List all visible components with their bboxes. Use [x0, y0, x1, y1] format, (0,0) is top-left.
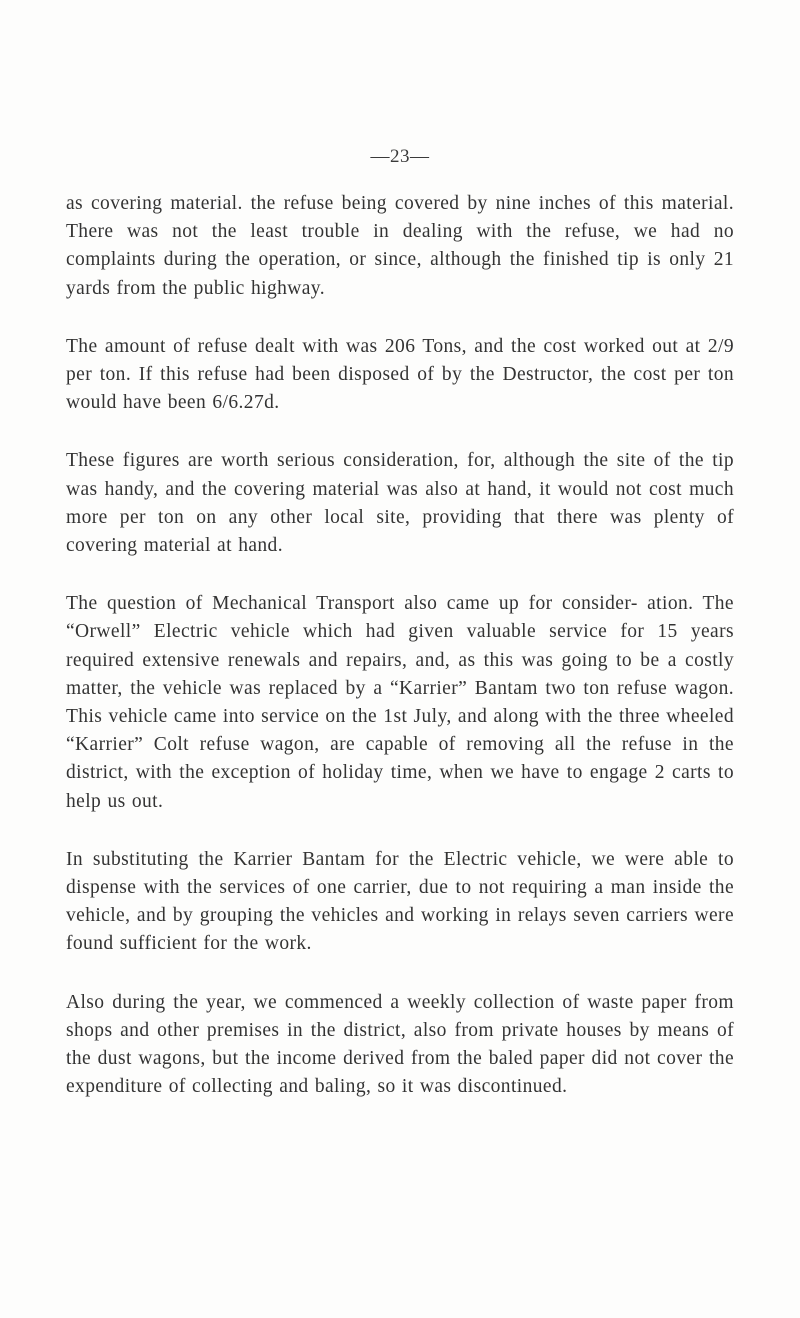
- paragraph-figures-consideration: These figures are worth serious consideration, for, although the site of the tip was handy, and the covering material was also at hand, it would not cost much more per ton on any other local site, providing that there was plenty of covering material at hand.: [66, 450, 734, 557]
- paragraph-karrier-bantam: In substituting the Karrier Bantam for the Electric vehicle, we were able to dispense with the services of one carrier, due to not requiring a man inside the vehicle, and by grouping the vehicles and working in relays seven carriers were found sufficient for the work.: [66, 848, 734, 955]
- paragraph-mechanical-transport: The question of Mechanical Transport also came up for consider- ation. The “Orwell” Electric vehicle which had given valuable service for 15 years required extensive renewals and repairs, and, as this was going to be a costly matter, the vehicle was replaced by a “Karrier” Bantam two ton refuse wagon. This vehicle came into service on the 1st July, and along with the three wheeled “Karrier” Colt refuse wagon, are capable of removing all the refuse in the district, with the exception of holiday time, when we have to engage 2 carts to help us out.: [66, 593, 734, 812]
- paragraph-waste-paper: Also during the year, we commenced a weekly collection of waste paper from shops and other premises in the district, also from private houses by means of the dust wagons, but the income derived from the baled paper did not cover the expenditure of collecting and baling, so it was discontinued.: [66, 991, 734, 1098]
- paragraph-refuse-amount: The amount of refuse dealt with was 206 Tons, and the cost worked out at 2/9 per ton. If this refuse had been disposed of by the Destructor, the cost per ton would have been 6/6.27d.: [66, 335, 734, 414]
- page-number: —23—: [370, 146, 430, 167]
- body-text: [66, 190, 734, 1131]
- paragraph-covering-material: as covering material. the refuse being covered by nine inches of this material. There was not the least trouble in dealing with the refuse, we had no complaints during the operation, or since, although the finished tip is only 21 yards from the public highway.: [66, 193, 734, 299]
